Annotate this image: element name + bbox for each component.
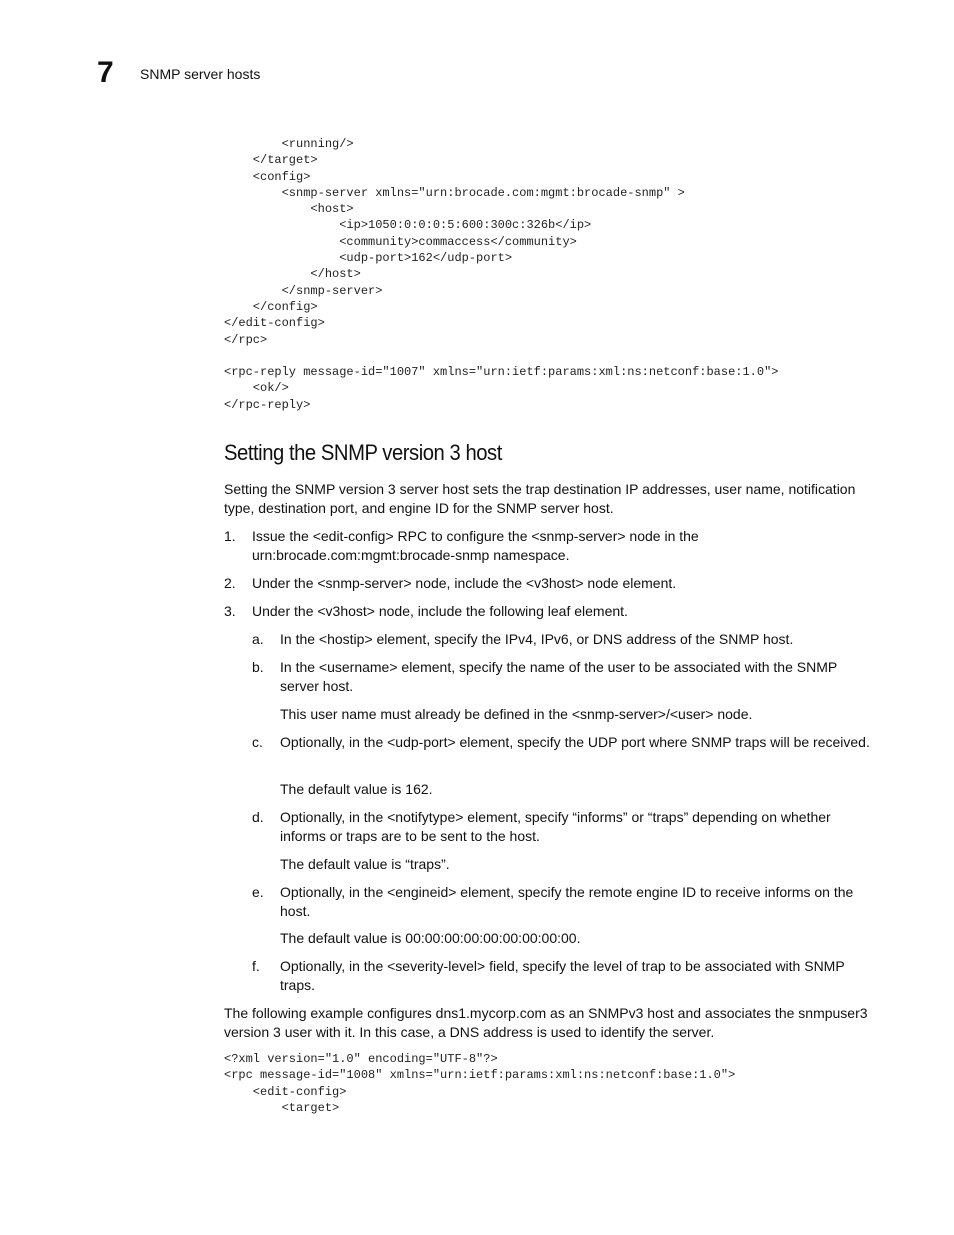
step-number: 3. [224,603,236,619]
code-block-2 [224,1051,735,1116]
step-text: Under the <v3host> node, include the following leaf element. [252,603,628,619]
code-line: <rpc-reply message-id="1007" xmlns="urn:ietf:params:xml:ns:netconf:base:1.0"> [224,365,779,380]
substep-letter: e. [252,884,264,900]
substep-letter: b. [252,659,264,675]
substep-text: Optionally, in the <engineid> element, specify the remote engine ID to receive informs on the host. [280,884,854,919]
substep-letter: f. [252,958,260,974]
intro-paragraph: Setting the SNMP version 3 server host sets the trap destination IP addresses, user name, notification type, destination port, and engine ID for the SNMP server host. [224,481,856,516]
code-line: </config> [224,299,318,314]
code-line: <ip>1050:0:0:0:5:600:300c:326b</ip> [224,218,592,233]
code-line: </snmp-server> [224,283,383,298]
step-text: Issue the <edit-config> RPC to configure the <snmp-server> node in the urn:brocade.com:mgmt:brocade-snmp namespace. [252,528,699,563]
substep-letter: c. [252,734,263,750]
code-line: <config> [224,169,311,184]
example-intro: The following example configures dns1.mycorp.com as an SNMPv3 host and associates the snmpuser3 version 3 user with it. In this case, a DNS address is used to identify the server. [224,1005,868,1040]
code-line: <edit-config> [224,1084,347,1099]
code-line [224,348,779,364]
substep-text: Optionally, in the <notifytype> element, specify “informs” or “traps” depending on whether informs or traps are to be sent to the host. [280,809,831,844]
code-line: <running/> [224,137,354,151]
code-line: <udp-port>162</udp-port> [224,251,513,266]
substep-note: This user name must already be defined in the <snmp-server>/<user> node. [280,706,753,722]
substep-text: In the <username> element, specify the name of the user to be associated with the SNMP server host. [280,659,837,694]
section-heading: Setting the SNMP version 3 host [224,440,502,465]
code-line: <rpc message-id="1008" xmlns="urn:ietf:params:xml:ns:netconf:base:1.0"> [224,1068,736,1083]
substep-text: Optionally, in the <severity-level> field, specify the level of trap to be associated with SNMP traps. [280,958,845,993]
substep-letter: d. [252,809,264,825]
code-line: <target> [224,1100,340,1115]
step-text: Under the <snmp-server> node, include the <v3host> node element. [252,575,677,591]
code-line: </host> [224,267,361,282]
step-number: 2. [224,575,236,591]
step-number: 1. [224,528,236,544]
code-line: </target> [224,153,318,168]
running-header-title: SNMP server hosts [140,66,261,82]
code-line: </edit-config> [224,316,325,331]
substep-text: Optionally, in the <udp-port> element, specify the UDP port where SNMP traps will be received. [280,734,870,750]
code-line: <ok/> [224,381,289,396]
code-block-1 [224,136,779,413]
substep-note: The default value is 00:00:00:00:00:00:00:00:00. [280,930,581,946]
code-line: <host> [224,202,354,217]
substep-letter: a. [252,631,264,647]
code-line: </rpc-reply> [224,397,311,412]
code-line: <community>commaccess</community> [224,234,577,249]
chapter-number: 7 [97,56,114,89]
substep-note: The default value is 162. [280,781,433,797]
substep-text: In the <hostip> element, specify the IPv4, IPv6, or DNS address of the SNMP host. [280,631,794,647]
code-line: <snmp-server xmlns="urn:brocade.com:mgmt:brocade-snmp" > [224,185,685,200]
substep-note: The default value is “traps”. [280,856,450,872]
code-line: <?xml version="1.0" encoding="UTF-8"?> [224,1052,498,1066]
code-line: </rpc> [224,332,268,347]
